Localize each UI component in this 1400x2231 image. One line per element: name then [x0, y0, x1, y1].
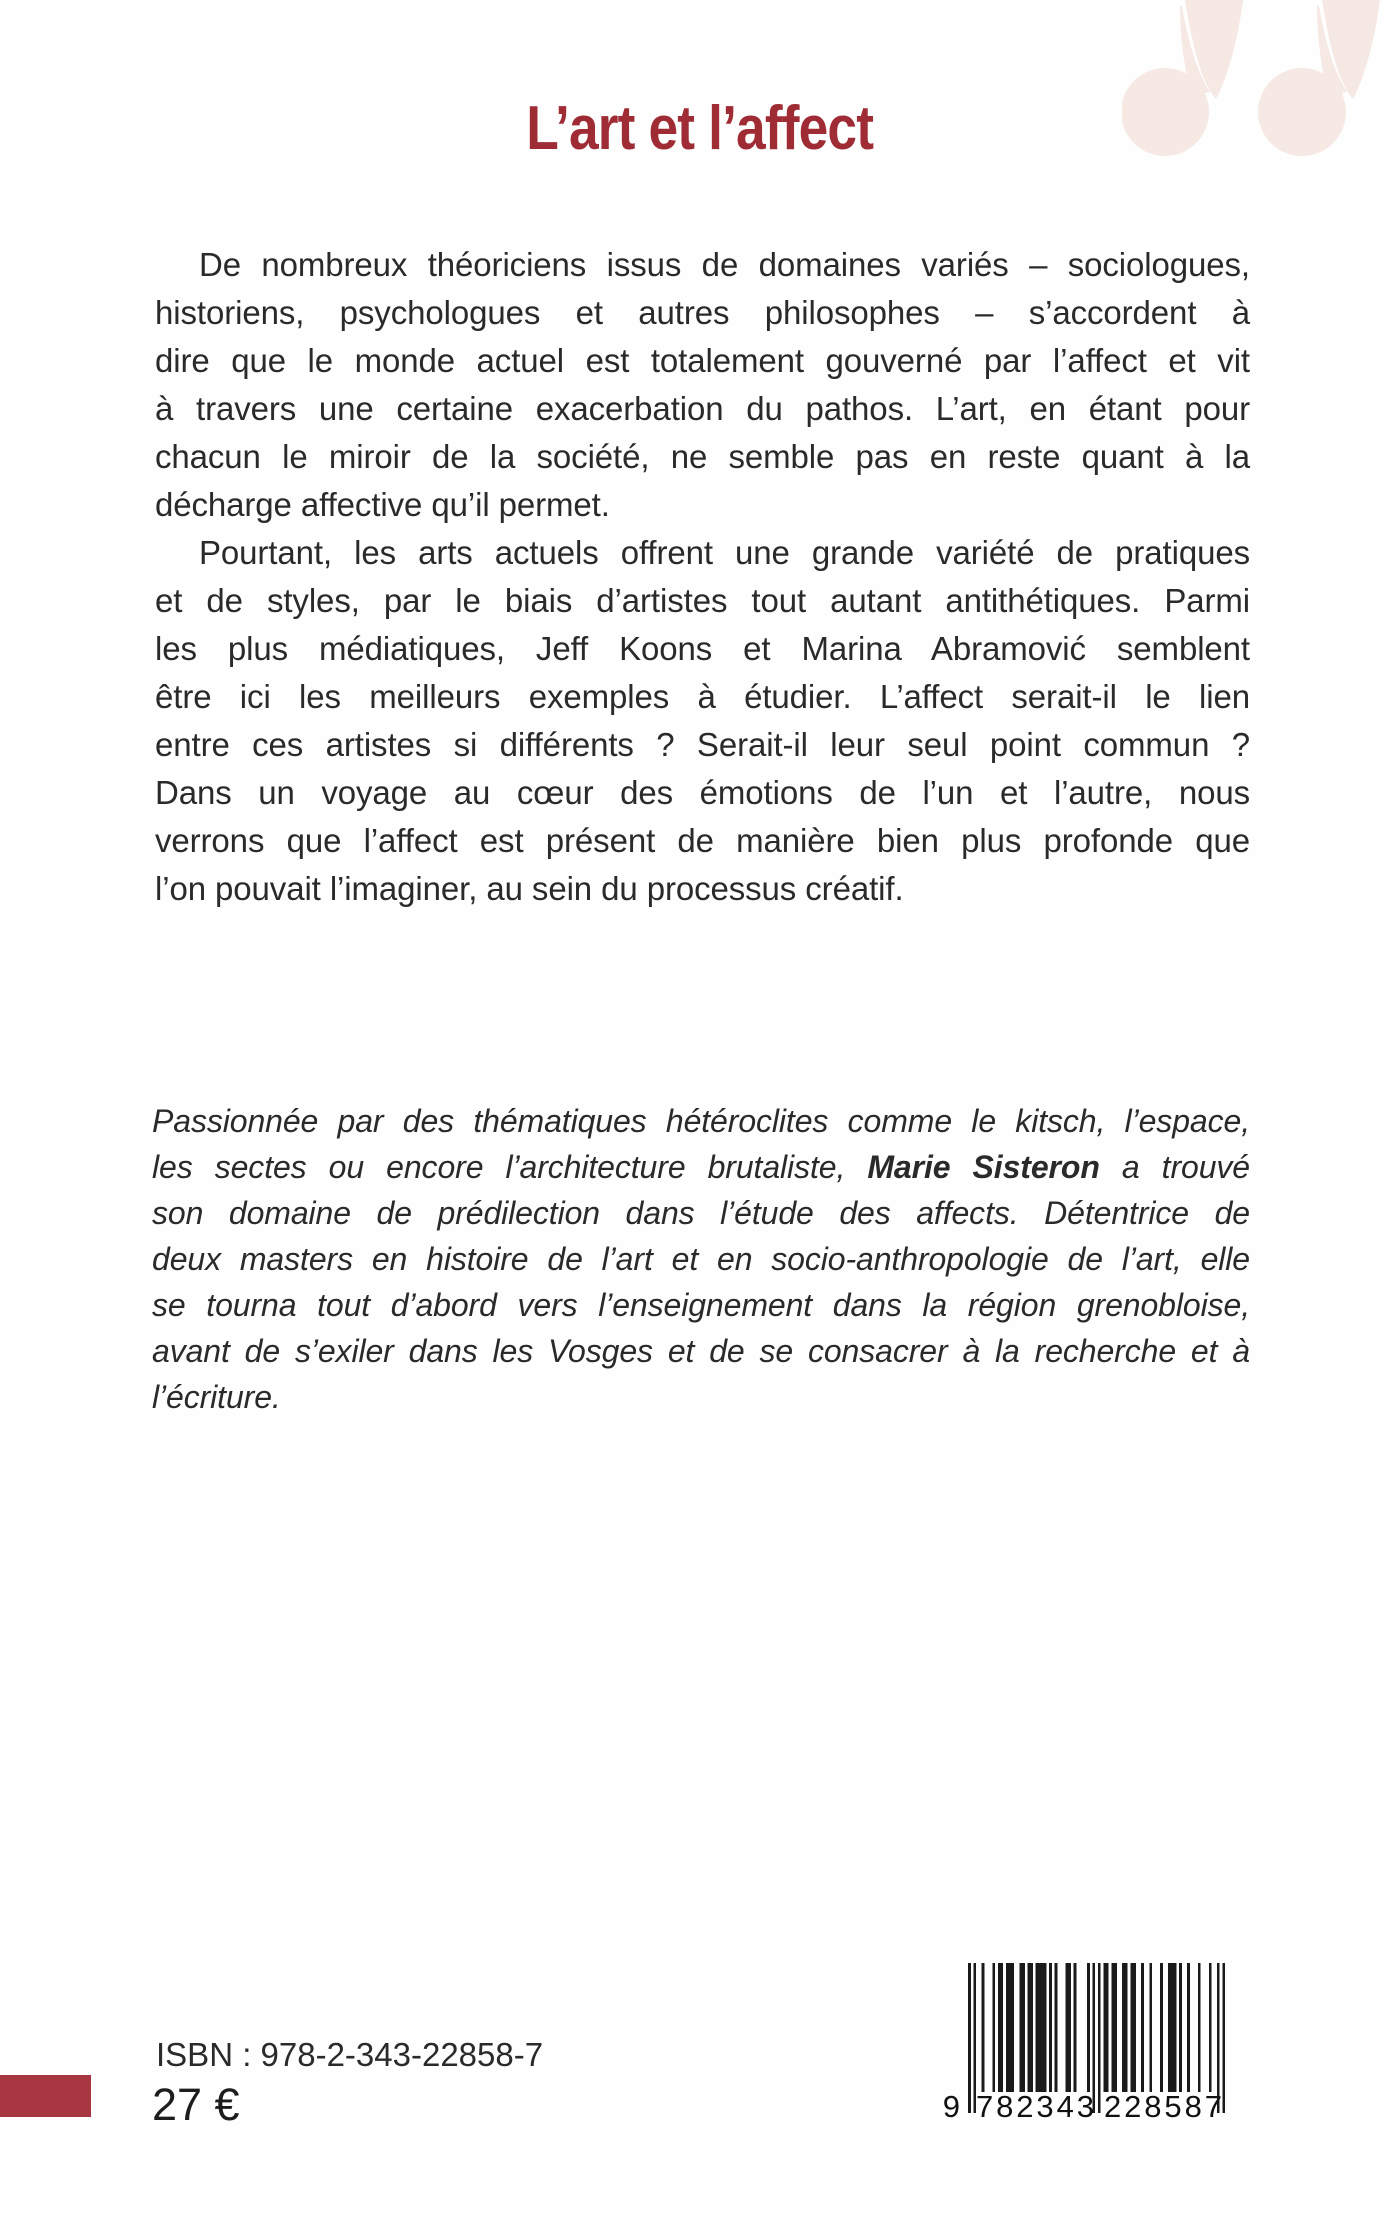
barcode-digit: 5	[1164, 2089, 1182, 2124]
text-line: Dans un voyage au cœur des émotions de l’un et l’autre, nous	[155, 774, 1250, 811]
title-row	[0, 96, 1400, 161]
text-line: verrons que l’affect est présent de manière bien plus profonde que	[155, 822, 1250, 859]
text-line: les sectes ou encore l’architecture brutaliste, Marie Sisteron a trouvé	[152, 1149, 1250, 1185]
text-line: et de styles, par le biais d’artistes tout autant antithétiques. Parmi	[155, 582, 1250, 619]
text-line: être ici les meilleurs exemples à étudier. L’affect serait-il le lien	[155, 678, 1250, 715]
text-line: De nombreux théoriciens issus de domaines variés – sociologues,	[199, 246, 1250, 283]
barcode-digit: 2	[1104, 2089, 1122, 2124]
text-line: historiens, psychologues et autres philosophes – s’accordent à	[155, 294, 1250, 331]
barcode-digit: 7	[1204, 2089, 1222, 2124]
text-line: son domaine de prédilection dans l’étude des affects. Détentrice de	[152, 1195, 1250, 1231]
text-line: se tourna tout d’abord vers l’enseignement dans la région grenobloise,	[152, 1287, 1250, 1323]
barcode-digits-right	[1104, 2089, 1222, 2125]
barcode-digit: 8	[1184, 2089, 1202, 2124]
text-line: chacun le miroir de la société, ne semble pas en reste quant à la	[155, 438, 1250, 475]
barcode-digit: 3	[1036, 2089, 1054, 2124]
text-line: l’on pouvait l’imaginer, au sein du processus créatif.	[155, 870, 904, 907]
text-line: Pourtant, les arts actuels offrent une grande variété de pratiques	[199, 534, 1250, 571]
blurb-paragraph-2	[155, 529, 1250, 913]
text-line: avant de s’exiler dans les Vosges et de se consacrer à la recherche et à	[152, 1333, 1250, 1369]
barcode-digit: 7	[976, 2089, 994, 2124]
text-line: Passionnée par des thématiques hétéroclites comme le kitsch, l’espace,	[152, 1103, 1250, 1139]
barcode-digits-left	[976, 2089, 1094, 2125]
book-title: L’art et l’affect	[526, 94, 874, 163]
barcode-digit: 3	[1076, 2089, 1094, 2124]
barcode-digit: 8	[1144, 2089, 1162, 2124]
text-line: l’écriture.	[152, 1379, 281, 1415]
barcode-digit: 2	[1124, 2089, 1142, 2124]
accent-bar	[0, 2075, 91, 2117]
isbn-label: ISBN : 978-2-343-22858-7	[156, 2036, 544, 2073]
text-line: deux masters en histoire de l’art et en socio-anthropologie de l’art, elle	[152, 1241, 1250, 1277]
price-label: 27 €	[152, 2079, 240, 2130]
barcode-digit: 2	[1016, 2089, 1034, 2124]
text-line: les plus médiatiques, Jeff Koons et Marina Abramović semblent	[155, 630, 1250, 667]
barcode-digit: 4	[1056, 2089, 1074, 2124]
barcode-lead-digit: 9	[942, 2089, 960, 2124]
back-cover-blurb	[155, 241, 1250, 913]
text-line: dire que le monde actuel est totalement gouverné par l’affect et vit	[155, 342, 1250, 379]
barcode-digit: 8	[996, 2089, 1014, 2124]
text-line: entre ces artistes si différents ? Serait-il leur seul point commun ?	[155, 726, 1250, 763]
text-line: à travers une certaine exacerbation du pathos. L’art, en étant pour	[155, 390, 1250, 427]
text-line: décharge affective qu’il permet.	[155, 486, 610, 523]
author-bio	[152, 1098, 1250, 1420]
blurb-paragraph-1	[155, 241, 1250, 529]
